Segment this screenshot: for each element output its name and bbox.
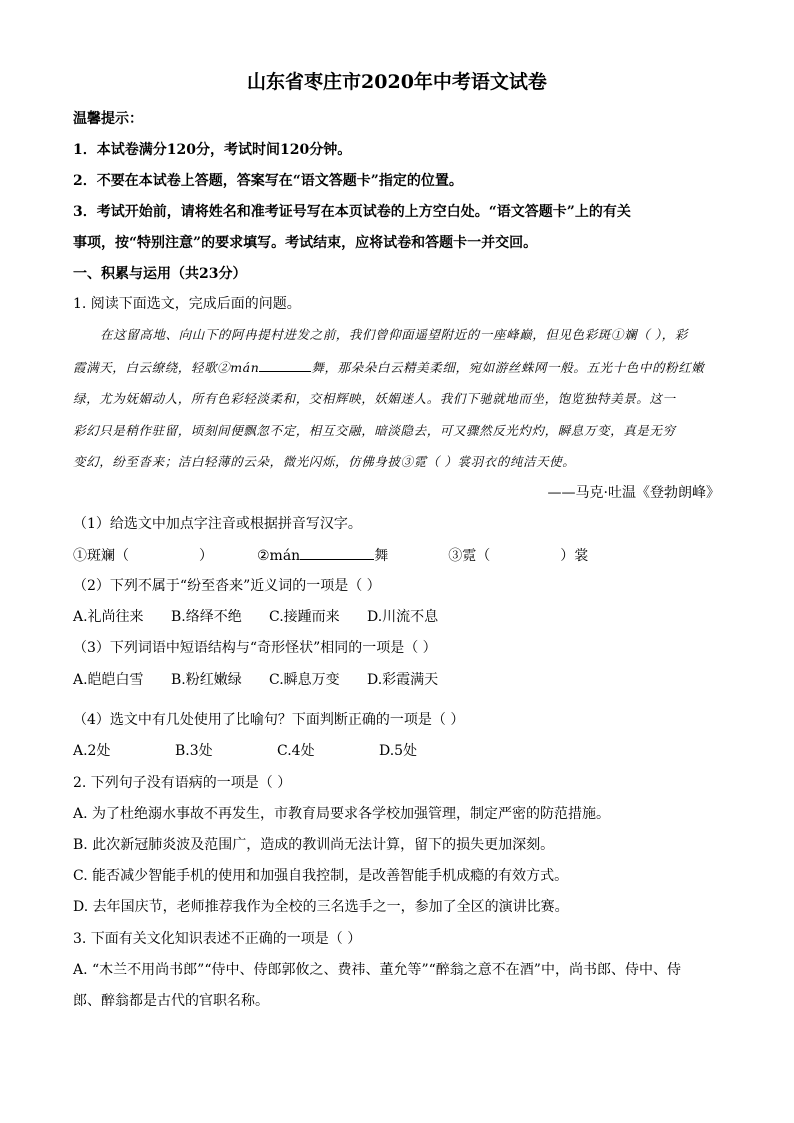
notice-item: 3．考试开始前，请将姓名和准考证号写在本页试卷的上方空白处。“语文答题卡”上的有关 <box>73 204 631 220</box>
option: A.2处 <box>73 743 111 759</box>
passage-line <box>73 357 704 378</box>
options-row <box>73 670 438 690</box>
passage-line: 在这留高地、向山下的阿冉提村进发之前，我们曾仰面遥望附近的一座峰巅，但见色彩斑①斓（ ），彩 <box>100 327 688 342</box>
passage-text: 舞，那朵朵白云精美柔细，宛如游丝蛛网一般。五光十色中的粉红嫩 <box>311 360 705 375</box>
option: A. 为了杜绝溺水事故不再发生，市教育局要求各学校加强管理，制定严密的防范措施。 <box>73 806 611 822</box>
passage-text: 霞满天，白云缭绕，轻歌②mán <box>73 360 260 375</box>
notice-item: 2．不要在本试卷上答题，答案写在“语文答题卡”指定的位置。 <box>73 173 463 189</box>
sub-question: （2）下列不属于“纷至沓来”近义词的一项是（ ） <box>73 578 381 594</box>
fill-blank <box>259 357 311 372</box>
notice-item: 事项，按“特别注意”的要求填写。考试结束，应将试卷和答题卡一并交回。 <box>73 235 538 251</box>
option: D.5处 <box>379 743 418 759</box>
option: C.接踵而来 <box>269 609 340 625</box>
sub-question-items: ①斑斓（ ） ②mán 舞 ③霓（ ）裳 <box>73 545 588 566</box>
option: B.络绎不绝 <box>171 609 242 625</box>
option-continued: 郎、醉翁都是古代的官职名称。 <box>73 993 269 1009</box>
sub-question: （3）下列词语中短语结构与“奇形怪状”相同的一项是（ ） <box>73 640 437 656</box>
question-stem: 2. 下列句子没有语病的一项是（ ） <box>73 775 292 791</box>
option: A. “木兰不用尚书郎”“侍中、侍郎郭攸之、费祎、董允等”“醉翁之意不在酒”中，尚书郎、侍中、侍 <box>73 962 681 978</box>
fill-blank <box>300 545 374 560</box>
option: B.粉红嫩绿 <box>171 672 242 688</box>
option: D.川流不息 <box>367 609 439 625</box>
option: B. 此次新冠肺炎波及范围广，造成的教训尚无法计算，留下的损失更加深刻。 <box>73 837 555 853</box>
question-stem: 1. 阅读下面选文，完成后面的问题。 <box>73 296 301 312</box>
option: D.彩霞满天 <box>367 672 439 688</box>
option: A.礼尚往来 <box>73 609 144 625</box>
question-stem: 3. 下面有关文化知识表述不正确的一项是（ ） <box>73 931 362 947</box>
option: B.3处 <box>175 743 213 759</box>
options-row <box>73 607 438 627</box>
notice-item: 1．本试卷满分120分，考试时间120分钟。 <box>73 142 352 158</box>
sub-question: （1）给选文中加点字注音或根据拼音写汉字。 <box>73 516 362 532</box>
option: C.4处 <box>277 743 315 759</box>
passage-line: 彩幻只是稍作驻留，顷刻间便飘忽不定，相互交融，暗淡隐去，可又骤然反光灼灼，瞬息万变，真是无穷 <box>73 423 676 438</box>
option: C.瞬息万变 <box>269 672 340 688</box>
passage-source: ——马克·吐温《登勃朗峰》 <box>547 485 720 501</box>
passage-line: 绿，尤为妩媚动人，所有色彩轻淡柔和，交相辉映，妖媚迷人。我们下驰就地而坐，饱览独特美景。这一 <box>73 391 676 406</box>
option: A.皑皑白雪 <box>73 672 144 688</box>
option: C. 能否减少智能手机的使用和加强自我控制，是改善智能手机成瘾的有效方式。 <box>73 868 569 884</box>
notice-heading: 温馨提示： <box>73 111 143 127</box>
option: D. 去年国庆节，老师推荐我作为全校的三名选手之一，参加了全区的演讲比赛。 <box>73 899 569 915</box>
passage-line: 变幻，纷至沓来；洁白轻薄的云朵，微光闪烁，仿佛身披③霓（ ）裳羽衣的纯洁天使。 <box>73 454 576 469</box>
options-row <box>73 741 417 761</box>
section-heading: 一、积累与运用（共23分） <box>73 266 247 282</box>
page-title: 山东省枣庄市2020年中考语文试卷 <box>247 71 547 93</box>
sub-question: （4）选文中有几处使用了比喻句？下面判断正确的一项是（ ） <box>73 712 465 728</box>
